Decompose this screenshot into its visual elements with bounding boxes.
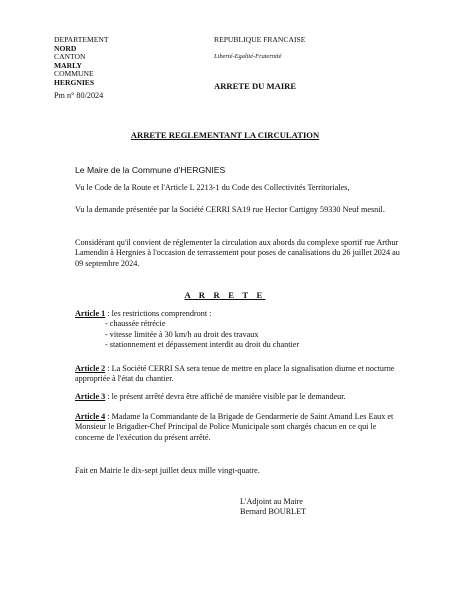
list-item: - chaussée rétrécie — [105, 319, 166, 329]
mayor-text: Le Maire de la Commune d'HERGNIES — [75, 165, 226, 175]
arrete-du-maire-title: ARRETE DU MAIRE — [214, 81, 297, 91]
considerant-paragraph — [75, 238, 405, 269]
article-4 — [75, 412, 405, 443]
article-2-text: : La Société CERRI SA sera tenue de mettre en place la signalisation diurne et nocturne appropriée à l'état du chantier. — [75, 364, 395, 384]
article-4-label: Article 4 — [75, 412, 106, 421]
vu-code-text: Vu le Code de la Route et l'Article L 2213-1 du Code des Collectivités Territoriales, — [75, 183, 350, 192]
arrete-heading — [0, 290, 450, 300]
reference-number: Pm n° 80/2024 — [54, 91, 104, 100]
signature-block — [240, 497, 306, 518]
article-3-paragraph — [75, 392, 405, 402]
closing-paragraph — [75, 466, 405, 476]
header-right — [214, 36, 305, 61]
article-1-label: Article 1 — [75, 309, 106, 318]
considerant-text: Considérant qu'il convient de réglementer la circulation aux abords du complexe sportif rue Arthur Lamendin à Hergnies à l'occasion de terrassement pour poses de canalisations du 26 juillet 2024 au 09 septembre 2024. — [75, 238, 400, 268]
article-1-intro-text: : les restrictions comprendront : — [105, 309, 212, 318]
signature-role: L'Adjoint au Maire — [240, 497, 303, 506]
arrete-heading-text: A R R E T E — [184, 290, 266, 300]
vu-demande-paragraph — [75, 205, 405, 215]
article-1-intro — [75, 309, 405, 319]
list-item: - stationnement et dépassement interdit au droit du chantier — [105, 340, 300, 350]
main-title — [0, 130, 450, 140]
article-4-text: : Madame la Commandante de la Brigade de Gendarmerie de Saint Amand Les Eaux et Monsieur le Brigadier-Chef Principal de Police Municipale sont chargés chacun en ce qui le concerne de l'exécution du présent arrêté. — [75, 412, 394, 442]
commune-label: COMMUNE — [54, 69, 94, 79]
list-item: - vitesse limitée à 30 km/h au droit des travaux — [105, 329, 259, 339]
motto: Liberté-Egalité-Fraternité — [214, 52, 282, 60]
article-4-paragraph — [75, 412, 405, 443]
article-2-label: Article 2 — [75, 364, 106, 373]
main-title-text: ARRETE REGLEMENTANT LA CIRCULATION — [130, 130, 320, 140]
departement-label: DEPARTEMENT — [54, 35, 109, 44]
closing-text: Fait en Mairie le dix-sept juillet deux mille vingt-quatre. — [75, 466, 260, 475]
canton-label: CANTON — [54, 52, 86, 62]
republic-title: REPUBLIQUE FRANCAISE — [214, 35, 306, 44]
signature-name: Bernard BOURLET — [240, 507, 307, 517]
canton-value: MARLY — [54, 60, 82, 70]
article-2 — [75, 364, 405, 385]
article-1-list — [75, 319, 405, 350]
mayor-line — [75, 165, 405, 175]
header-left — [54, 36, 109, 88]
commune-value: HERGNIES — [54, 77, 95, 87]
vu-demande-text: Vu la demande présentée par la Société CERRI SA19 rue Hector Cartigny 59330 Neuf mesnil. — [75, 205, 385, 214]
article-2-paragraph — [75, 364, 405, 385]
article-3-text: : le présent arrêté devra être affiché de manière visible par le demandeur. — [105, 392, 346, 401]
article-3 — [75, 392, 405, 402]
departement-value: NORD — [54, 43, 77, 53]
article-1 — [75, 309, 405, 351]
vu-code-paragraph — [75, 183, 405, 193]
article-3-label: Article 3 — [75, 392, 106, 401]
